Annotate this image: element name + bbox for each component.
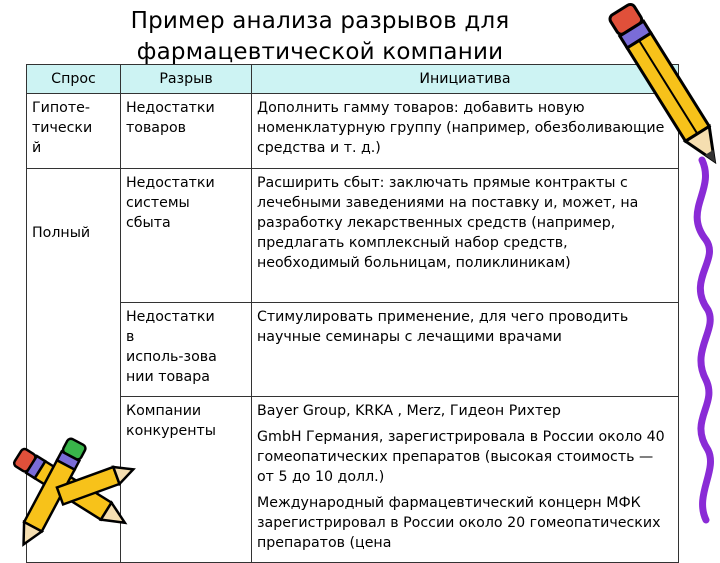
scribble-icon — [672, 150, 720, 550]
competitor-paragraph: Bayer Group, KRKA , Merz, Гидеон Рихтер — [257, 403, 561, 419]
header-gap: Разрыв — [121, 65, 252, 94]
table-row — [27, 303, 679, 397]
title-line-1: Пример анализа разрывов для — [130, 8, 510, 34]
table-row — [27, 169, 679, 303]
competitor-paragraph: Международный фармацевтический концерн МФК зарегистрировал в России около 20 гомеопатических препаратов (цена — [257, 495, 661, 551]
competitor-paragraph: GmbH Германия, зарегистрировала в России около 40 гомеопатических препаратов (высокая стоимость — от 5 до 10 долл.) — [257, 429, 665, 485]
demand-full: Полный — [27, 169, 121, 563]
initiative-cell: Расширить сбыт: заключать прямые контракты с лечебными заведениями на поставку и, может, на разработку лекарственных средств (например, предлагать комплексный набор средств, необходимый больницам, поликлиникам) — [252, 169, 679, 303]
gap-cell: Недостатки системы сбыта — [121, 169, 252, 303]
initiative-cell: Стимулировать применение, для чего проводить научные семинары с лечащими врачами — [252, 303, 679, 397]
header-demand: Спрос — [27, 65, 121, 94]
demand-hypothetical: Гипоте- тически й — [27, 94, 121, 169]
initiative-cell: Дополнить гамму товаров: добавить новую номенклатурную группу (например, обезболивающие средства и т. д.) — [252, 94, 679, 169]
table-header-row — [27, 65, 679, 94]
gap-cell: Недостатки в исполь-зова нии товара — [121, 303, 252, 397]
crossed-pencils-icon — [0, 436, 135, 540]
initiative-cell — [252, 397, 679, 563]
header-initiative: Инициатива — [252, 65, 679, 94]
slide-title — [80, 6, 560, 68]
pencil-icon — [600, 0, 720, 175]
gap-cell: Недостатки товаров — [121, 94, 252, 169]
gap-cell: Компании конкуренты — [121, 397, 252, 563]
title-line-2: фармацевтической компании — [136, 39, 504, 65]
table-row — [27, 94, 679, 169]
